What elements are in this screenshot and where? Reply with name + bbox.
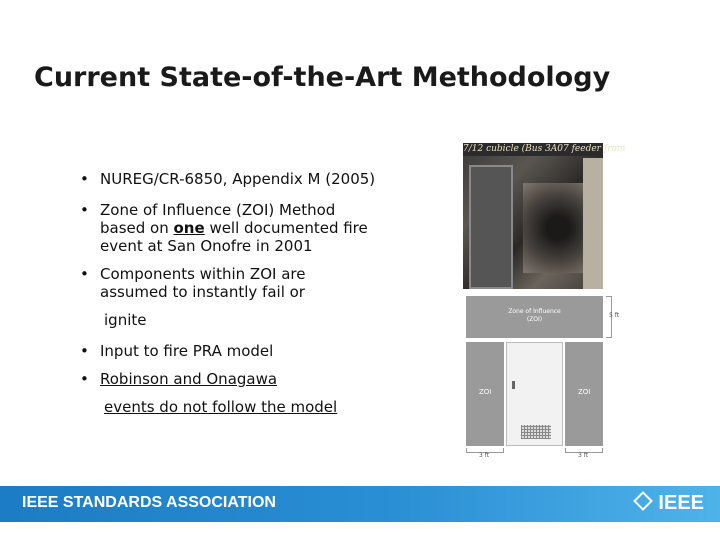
bullet-text: Robinson and Onagawa <box>100 370 278 388</box>
photo-strip <box>583 158 603 289</box>
bullet-text: event at San Onofre in 2001 <box>100 237 313 255</box>
zoi-left-label: ZOI <box>479 388 492 396</box>
bullet-text: events do not follow the model <box>104 398 338 416</box>
bullet-text: NUREG/CR-6850, Appendix M (2005) <box>100 170 376 188</box>
photo-caption: 7/12 cubicle (Bus 3A07 feeder from <box>463 144 626 154</box>
bullet-dot: • <box>80 170 89 188</box>
cabinet-door <box>469 165 513 289</box>
bullet-text: ignite <box>104 311 147 329</box>
zoi-right-label: ZOI <box>578 388 591 396</box>
bullet-text: Zone of Influence (ZOI) Method <box>100 201 336 219</box>
bullet-dot: • <box>80 342 89 360</box>
bullet-text: based on one well documented fire <box>100 219 368 237</box>
cabinet-handle <box>512 381 515 389</box>
ieee-diamond-icon <box>634 491 654 511</box>
bullet-dot: • <box>80 265 89 283</box>
bullet-text: assumed to instantly fail or <box>100 283 305 301</box>
fire-damage-photo <box>463 143 626 289</box>
bullet-text: Components within ZOI are <box>100 265 306 283</box>
ieee-sa-wordmark: IEEE STANDARDS ASSOCIATION <box>22 494 276 511</box>
cabinet <box>506 342 563 446</box>
zoi-diagram <box>462 296 622 460</box>
bottom-strip <box>0 522 720 540</box>
bullet-text: Input to fire PRA model <box>100 342 274 360</box>
bullet-dot: • <box>80 370 89 388</box>
cabinet-vent <box>521 425 551 439</box>
zoi-label-line: Zone of Influence <box>508 308 561 315</box>
right-width-label: 3 ft <box>578 452 589 459</box>
zoi-top-label <box>466 308 603 324</box>
ieee-logo-text: IEEE <box>658 492 704 514</box>
left-width-label: 3 ft <box>479 452 490 459</box>
zoi-label-line: (ZOI) <box>526 316 543 323</box>
ieee-logo <box>636 492 704 515</box>
emphasis-one: one <box>173 219 205 237</box>
bullet-dot: • <box>80 201 89 219</box>
height-dimension-label: 5 ft <box>609 312 620 319</box>
footer-bar <box>0 486 720 522</box>
slide-title: Current State-of-the-Art Methodology <box>34 62 611 93</box>
